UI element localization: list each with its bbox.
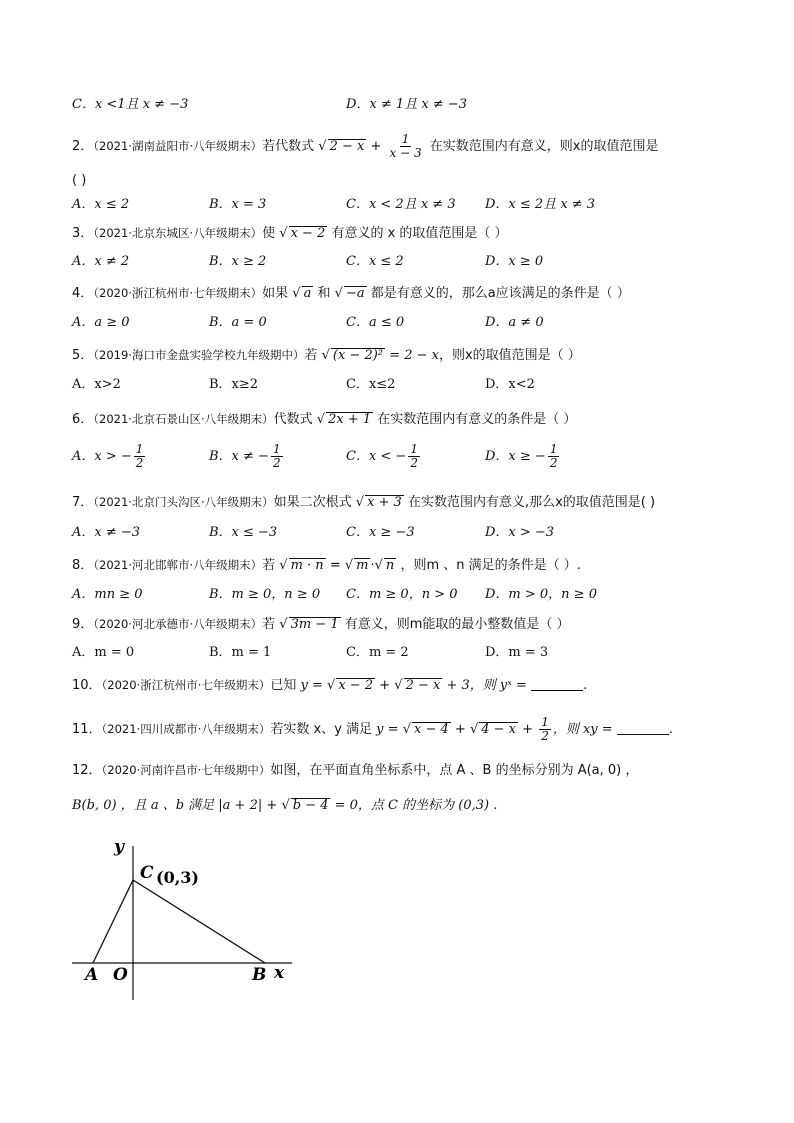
radicand: −a <box>345 286 365 301</box>
fraction <box>134 443 146 470</box>
q6-option-d[interactable] <box>485 443 561 470</box>
answer-blank[interactable] <box>531 678 583 691</box>
q2-option-b[interactable]: B．x = 3 <box>209 197 267 212</box>
question-10 <box>72 675 587 696</box>
point-c-label: C <box>140 863 154 883</box>
radicand: m <box>356 558 369 573</box>
question-text: 若 <box>262 558 276 573</box>
q9-option-d[interactable]: D．m = 3 <box>485 645 549 660</box>
q2-answer-paren: ( ) <box>72 173 87 188</box>
radicand: 2x + 1 <box>328 412 372 427</box>
radical: √ m · n <box>279 558 324 573</box>
q8-option-a[interactable]: A．mn ≥ 0 <box>72 587 143 602</box>
operator: + <box>379 678 391 693</box>
radicand: x + 3 <box>367 495 402 510</box>
radical: √ x − 4 <box>402 722 449 737</box>
question-text: 都是有意义的，那么a应该满足的条件是（ ） <box>370 286 630 301</box>
radical: √ 3m − 1 <box>279 617 339 632</box>
q5-option-d[interactable]: D．x<2 <box>485 377 535 392</box>
q6-option-b[interactable] <box>209 443 285 470</box>
radicand: x − 4 <box>413 722 449 737</box>
question-text: B(b, 0) ，且 a 、b 满足 <box>72 798 215 813</box>
radical: √ a <box>292 286 312 301</box>
option-text: A．x > − <box>72 449 132 464</box>
option-text: C．x < − <box>346 449 407 464</box>
question-12-line-2 <box>72 796 497 816</box>
radical: √ (x − 2)² <box>321 348 384 363</box>
expression: = 0 <box>334 798 358 813</box>
q9-option-c[interactable]: C．m = 2 <box>346 645 409 660</box>
numerator: 1 <box>401 132 410 146</box>
operator: = <box>329 558 341 573</box>
radicand: b − 4 <box>292 798 329 813</box>
question-text: 在实数范围内有意义,那么x的取值范围是( ) <box>407 495 656 510</box>
point-c-coord: (0,3) <box>156 868 199 887</box>
q8-option-c[interactable]: C．m ≥ 0，n > 0 <box>346 587 458 602</box>
q9-option-a[interactable]: A．m = 0 <box>72 645 135 660</box>
question-12 <box>72 760 638 781</box>
question-source: （2020·浙江杭州市·七年级期末） <box>101 678 271 692</box>
question-text: 使 <box>262 226 276 241</box>
radicand: 4 − x <box>481 722 516 737</box>
q7-option-d[interactable]: D．x > −3 <box>485 525 555 540</box>
question-source: （2021·北京石景山区·八年级期末） <box>93 412 274 426</box>
fraction <box>539 716 551 743</box>
absolute-value: |a + 2| <box>218 798 263 813</box>
option-text: D．x ≥ − <box>485 449 546 464</box>
numerator: 1 <box>541 715 549 729</box>
question-text: 有意义的 x 的取值范围是（ ） <box>331 226 508 241</box>
denominator: 2 <box>135 456 144 470</box>
radicand: 2 − x <box>329 139 365 154</box>
question-number: 10． <box>72 678 102 693</box>
question-text: ，点 C 的坐标为 (0,3) . <box>357 798 498 813</box>
question-number: 7． <box>72 495 94 510</box>
question-text: 如图，在平面直角坐标系中，点 A 、B 的坐标分别为 A(a, 0) ， <box>270 763 639 778</box>
question-3 <box>72 223 508 244</box>
q8-option-b[interactable]: B．m ≥ 0，n ≥ 0 <box>209 587 321 602</box>
question-number: 8． <box>72 558 94 573</box>
question-9 <box>72 614 570 635</box>
numerator: 1 <box>135 442 144 456</box>
question-text: 若 <box>304 348 318 363</box>
q4-option-a[interactable]: A．a ≥ 0 <box>72 315 130 330</box>
question-text: 若 <box>262 617 276 632</box>
question-7 <box>72 492 655 513</box>
question-5 <box>72 345 581 366</box>
fraction <box>271 443 283 470</box>
radicand: x − 2 <box>290 226 326 241</box>
option-text: B．x ≠ − <box>209 449 269 464</box>
radicand: a <box>303 286 312 301</box>
q5-option-c[interactable]: C．x≤2 <box>346 377 396 392</box>
numerator: 1 <box>272 442 281 456</box>
radical: √ 2x + 1 <box>316 412 372 427</box>
question-text: ，则 xy = <box>552 722 613 737</box>
q4-option-b[interactable]: B．a = 0 <box>209 315 267 330</box>
radical: √ −a <box>334 286 365 301</box>
radical: √ n <box>374 558 395 573</box>
question-text: 若代数式 <box>262 139 315 154</box>
radicand: n <box>385 558 395 573</box>
operator: + <box>266 798 278 813</box>
denominator: 2 <box>272 456 281 470</box>
question-text: 在实数范围内有意义，则x的取值范围是 <box>429 139 659 154</box>
q1-option-c[interactable]: C．x <1且 x ≠ −3 <box>72 97 189 112</box>
operator: + <box>522 722 534 737</box>
question-source: （2021·北京东城区·八年级期末） <box>93 226 263 240</box>
radical: √ x − 2 <box>327 678 374 693</box>
question-source: （2021·湖南益阳市·八年级期末） <box>93 139 263 153</box>
fraction <box>388 133 424 160</box>
expression: y = <box>300 678 323 693</box>
q7-option-c[interactable]: C．x ≥ −3 <box>346 525 415 540</box>
question-number: 9． <box>72 617 94 632</box>
question-source: （2019·海口市金盘实验学校九年级期中） <box>93 348 305 362</box>
q3-option-d[interactable]: D．x ≥ 0 <box>485 254 544 269</box>
radical: √ x − 2 <box>279 226 326 241</box>
q4-option-c[interactable]: C．a ≤ 0 <box>346 315 405 330</box>
radicand: x − 2 <box>338 678 374 693</box>
question-text: 已知 <box>270 678 297 693</box>
question-text: 如果 <box>262 286 289 301</box>
question-number: 3． <box>72 226 94 241</box>
question-source: （2020·河南许昌市·七年级期中） <box>101 763 271 777</box>
q9-option-b[interactable]: B．m = 1 <box>209 645 272 660</box>
question-4 <box>72 283 630 304</box>
question-source: （2020·河北承德市·八年级期末） <box>93 617 263 631</box>
denominator: 2 <box>549 456 558 470</box>
question-number: 6． <box>72 412 94 427</box>
question-text: 若实数 x、y 满足 <box>270 722 373 737</box>
x-axis-label: x <box>274 963 285 983</box>
question-source: （2020·浙江杭州市·七年级期末） <box>93 286 263 300</box>
operator: · <box>370 558 375 573</box>
radical: √ b − 4 <box>281 798 329 813</box>
equation-rhs: = 2 − x <box>389 348 439 363</box>
operator: + <box>454 722 466 737</box>
expression: y = <box>376 722 399 737</box>
fraction <box>408 443 420 470</box>
question-source: （2021·四川成都市·八年级期末） <box>101 722 271 736</box>
q6-option-c[interactable] <box>346 443 422 470</box>
q2-option-c[interactable]: C．x < 2且 x ≠ 3 <box>346 197 456 212</box>
radical: √ 4 − x <box>469 722 516 737</box>
question-text: ，则m 、n 满足的条件是（ ）. <box>400 558 581 573</box>
radicand: 3m − 1 <box>290 617 339 632</box>
question-8 <box>72 555 581 576</box>
question-source: （2021·北京门头沟区·八年级期末） <box>93 495 274 509</box>
question-number: 4． <box>72 286 94 301</box>
operator: + <box>370 139 382 154</box>
question-number: 5． <box>72 348 94 363</box>
segment-ac <box>93 880 133 963</box>
q3-option-a[interactable]: A．x ≠ 2 <box>72 254 130 269</box>
numerator: 1 <box>549 442 558 456</box>
radical: √ m <box>344 558 369 573</box>
q3-option-c[interactable]: C．x ≤ 2 <box>346 254 404 269</box>
question-6 <box>72 409 576 430</box>
expression: + 3 <box>446 678 470 693</box>
radicand: 2 − x <box>405 678 441 693</box>
question-text: 和 <box>317 286 331 301</box>
question-number: 2． <box>72 139 94 154</box>
question-number: 11． <box>72 722 102 737</box>
q5-option-a[interactable]: A．x>2 <box>72 377 121 392</box>
denominator: 2 <box>541 729 549 743</box>
question-text: 如果二次根式 <box>273 495 352 510</box>
coordinate-figure <box>60 830 320 1020</box>
question-11 <box>72 716 673 743</box>
answer-blank[interactable] <box>617 722 669 735</box>
denominator: x − 3 <box>389 146 422 160</box>
y-axis-label: y <box>114 837 124 857</box>
q1-option-d[interactable]: D．x ≠ 1且 x ≠ −3 <box>346 97 467 112</box>
origin-label: O <box>113 965 128 985</box>
radical: √ x + 3 <box>355 495 402 510</box>
question-2 <box>72 133 658 160</box>
q6-option-a[interactable] <box>72 443 147 470</box>
question-text: 在实数范围内有意义的条件是（ ） <box>377 412 577 427</box>
point-b-label: B <box>252 965 267 985</box>
punctuation: . <box>583 678 588 693</box>
point-a-label: A <box>85 965 99 985</box>
q2-option-a[interactable]: A．x ≤ 2 <box>72 197 130 212</box>
radicand: m · n <box>290 558 324 573</box>
q7-option-b[interactable]: B．x ≤ −3 <box>209 525 278 540</box>
denominator: 2 <box>410 456 418 470</box>
radical: √ 2 − x <box>318 139 365 154</box>
fraction <box>548 443 560 470</box>
question-text: ，则x的取值范围是（ ） <box>438 348 581 363</box>
radical: √ 2 − x <box>394 678 441 693</box>
question-text: 有意义，则m能取的最小整数值是（ ） <box>344 617 570 632</box>
q8-option-d[interactable]: D．m > 0，n ≥ 0 <box>485 587 597 602</box>
question-text: ，则 yˣ = <box>469 678 527 693</box>
question-source: （2021·河北邯郸市·八年级期末） <box>93 558 263 572</box>
q2-option-d[interactable]: D．x ≤ 2且 x ≠ 3 <box>485 197 596 212</box>
numerator: 1 <box>410 442 418 456</box>
radicand: (x − 2)² <box>332 348 384 363</box>
punctuation: . <box>668 722 673 737</box>
q3-option-b[interactable]: B．x ≥ 2 <box>209 254 267 269</box>
question-number: 12． <box>72 763 102 778</box>
q7-option-a[interactable]: A．x ≠ −3 <box>72 525 141 540</box>
segment-cb <box>133 880 265 963</box>
question-text: 代数式 <box>273 412 313 427</box>
q4-option-d[interactable]: D．a ≠ 0 <box>485 315 544 330</box>
q5-option-b[interactable]: B．x≥2 <box>209 377 259 392</box>
